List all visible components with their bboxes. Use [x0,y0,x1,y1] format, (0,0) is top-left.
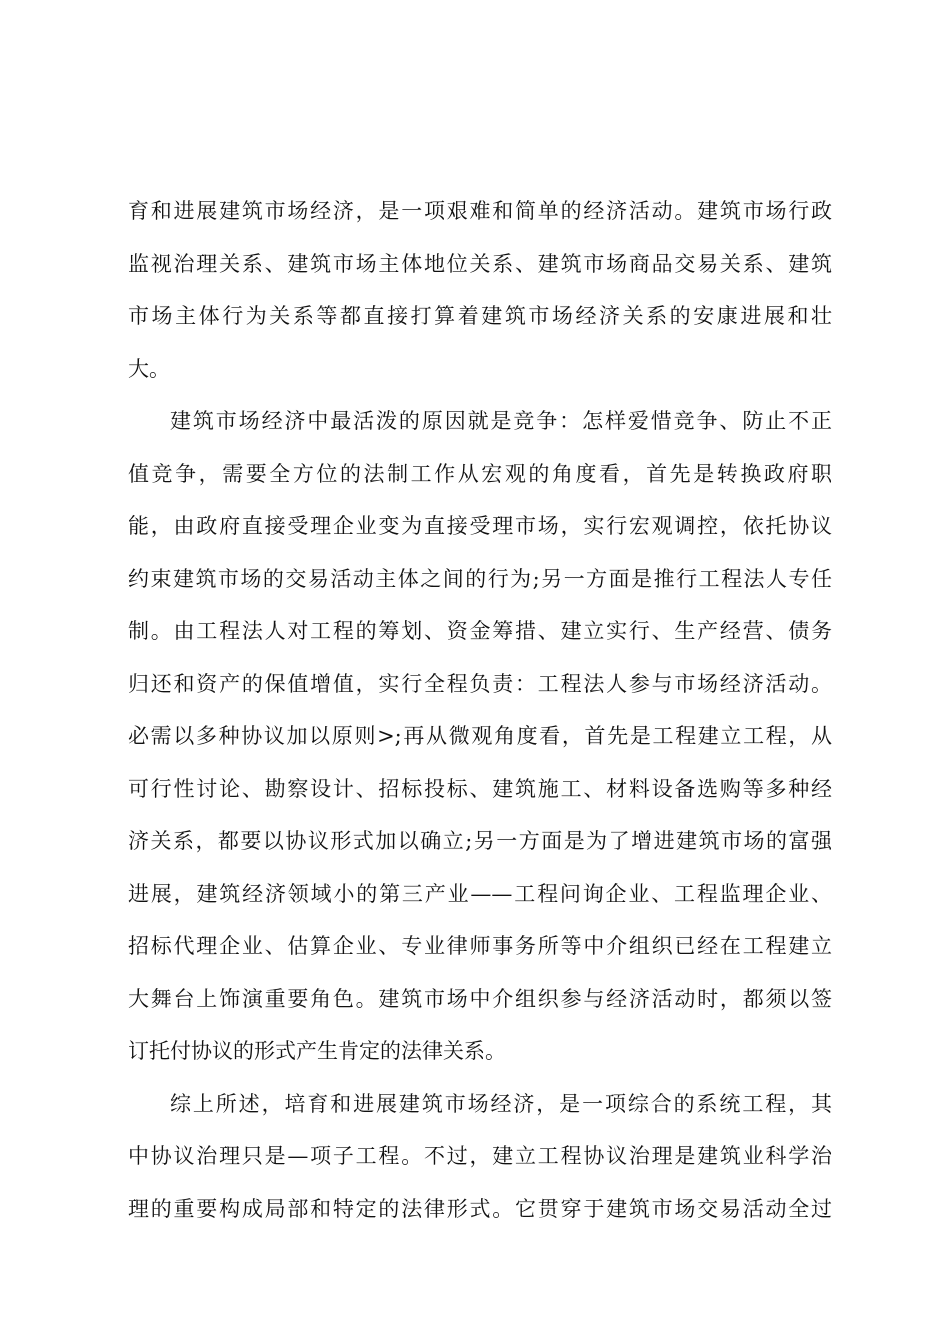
text-line: 中协议治理只是—项子工程。不过，建立工程协议治理是建筑业科学治 [128,1144,832,1168]
text-line: 大舞台上饰演重要角色。建筑市场中介组织参与经济活动时，都须以签 [128,986,832,1011]
text-line: 监视治理关系、建筑市场主体地位关系、建筑市场商品交易关系、建筑 [128,251,832,276]
text-line: 理的重要构成局部和特定的法律形式。它贯穿于建筑市场交易活动全过 [128,1196,832,1221]
paragraph-3 [128,1078,832,1236]
text-line: 能，由政府直接受理企业变为直接受理市场，实行宏观调控，依托协议 [128,514,832,538]
text-line: 制。由工程法人对工程的筹划、资金筹措、建立实行、生产经营、债务 [128,619,832,643]
paragraph-2 [128,395,832,1078]
text-line: 市场主体行为关系等都直接打算着建筑市场经济关系的安康进展和壮 [128,304,832,328]
text-line: 大。 [128,356,170,381]
document-body [128,185,832,1235]
text-line: 必需以多种协议加以原则>;再从微观角度看，首先是工程建立工程，从 [128,724,832,748]
text-line: 育和进展建筑市场经济，是一项艰难和简单的经济活动。建筑市场行政 [128,199,832,223]
text-line: 综上所述，培育和进展建筑市场经济，是一项综合的系统工程，其 [170,1091,832,1116]
text-line: 值竞争，需要全方位的法制工作从宏观的角度看，首先是转换政府职 [128,461,832,486]
text-line: 济关系，都要以协议形式加以确立;另一方面是为了增进建筑市场的富强 [128,829,832,853]
text-line: 可行性讨论、勘察设计、招标投标、建筑施工、材料设备选购等多种经 [128,776,832,801]
text-line: 约束建筑市场的交易活动主体之间的行为;另一方面是推行工程法人专任 [128,566,832,591]
text-line: 招标代理企业、估算企业、专业律师事务所等中介组织已经在工程建立 [128,934,832,958]
text-line: 进展，建筑经济领域小的第三产业——工程问询企业、工程监理企业、 [128,881,832,906]
text-line: 建筑市场经济中最活泼的原因就是竞争：怎样爱惜竞争、防止不正 [170,409,832,433]
paragraph-1 [128,185,832,395]
text-line: 订托付协议的形式产生肯定的法律关系。 [128,1039,506,1063]
text-line: 归还和资产的保值增值，实行全程负责：工程法人参与市场经济活动。 [128,671,832,696]
